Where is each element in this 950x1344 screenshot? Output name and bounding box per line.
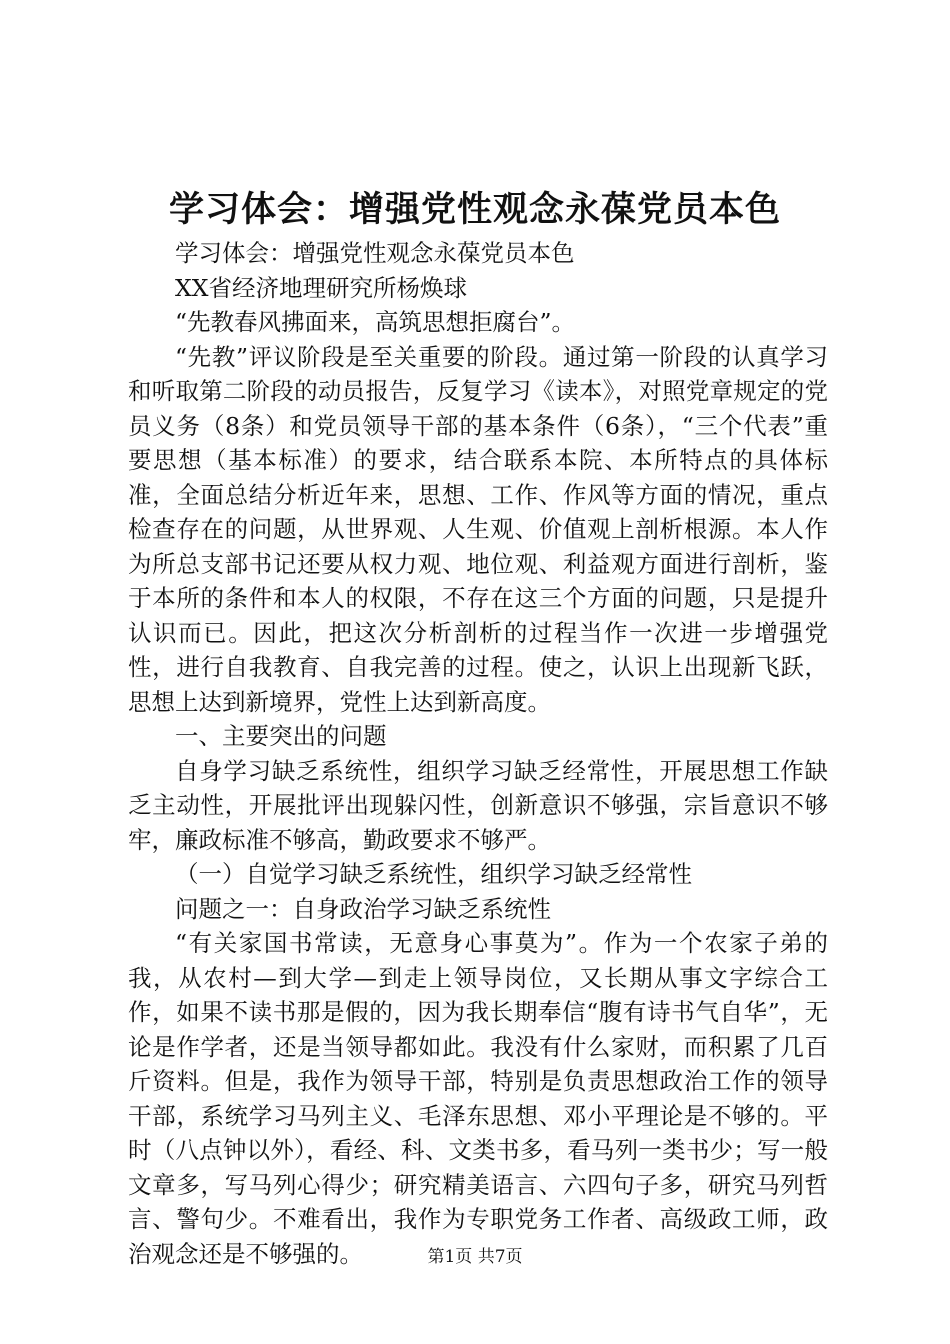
- document-title: 学习体会：增强党性观念永葆党员本色: [168, 189, 781, 230]
- subsection-heading-1: （一）自觉学习缺乏系统性，组织学习缺乏经常性: [175, 860, 692, 888]
- document-body: [128, 236, 828, 1271]
- paragraph-problem-1: “有关家国书常读，无意身心事莫为”。作为一个农家子弟的我，从农村—到大学—到走上领导岗位，又长期从事文字综合工作，如果不读书那是假的，因为我长期奉信“腹有诗书气自华”，无论是作学者，还是当领导都如此。我没有什么家财，而积累了几百斤资料。但是，我作为领导干部，特别是负责思想政治工作的领导干部，系统学习马列主义、毛泽东思想、邓小平理论是不够的。平时（八点钟以外），看经、科、文类书多，看马列一类书少；写一般文章多，写马列心得少；研究精美语言、六四句子多，研究马列哲言、警句少。不难看出，我作为专职党务工作者、高级政工师，政治观念还是不够强的。: [128, 929, 828, 1268]
- problem-heading-1: 问题之一：自身政治学习缺乏系统性: [175, 894, 551, 923]
- paragraph-intro: “先教”评议阶段是至关重要的阶段。通过第一阶段的认真学习和听取第二阶段的动员报告，反复学习《读本》，对照党章规定的党员义务（8条）和党员领导干部的基本条件（6条），“三个代表”重要思想（基本标准）的要求，结合联系本院、本所特点的具体标准，全面总结分析近年来，思想、工作、作风等方面的情况，重点检查存在的问题，从世界观、人生观、价值观上剖析根源。本人作为所总支部书记还要从权力观、地位观、利益观方面进行剖析，鉴于本所的条件和本人的权限，不存在这三个方面的问题，只是提升认识而已。因此，把这次分析剖析的过程当作一次进一步增强党性，进行自我教育、自我完善的过程。使之，认识上出现新飞跃，思想上达到新境界，党性上达到新高度。: [128, 342, 828, 716]
- paragraph-author: XX省经济地理研究所杨焕球: [175, 273, 467, 302]
- paragraph-summary: 自身学习缺乏系统性，组织学习缺乏经常性，开展思想工作缺乏主动性，开展批评出现躲闪性，创新意识不够强，宗旨意识不够牢，廉政标准不够高，勤政要求不够严。: [128, 756, 828, 854]
- page-footer: 第1页 共7页: [427, 1247, 523, 1267]
- section-heading-1: 一、主要突出的问题: [175, 722, 387, 750]
- paragraph-quote: “先教春风拂面来，高筑思想拒腐台”。: [175, 308, 576, 336]
- paragraph-subtitle: 学习体会：增强党性观念永葆党员本色: [175, 239, 575, 267]
